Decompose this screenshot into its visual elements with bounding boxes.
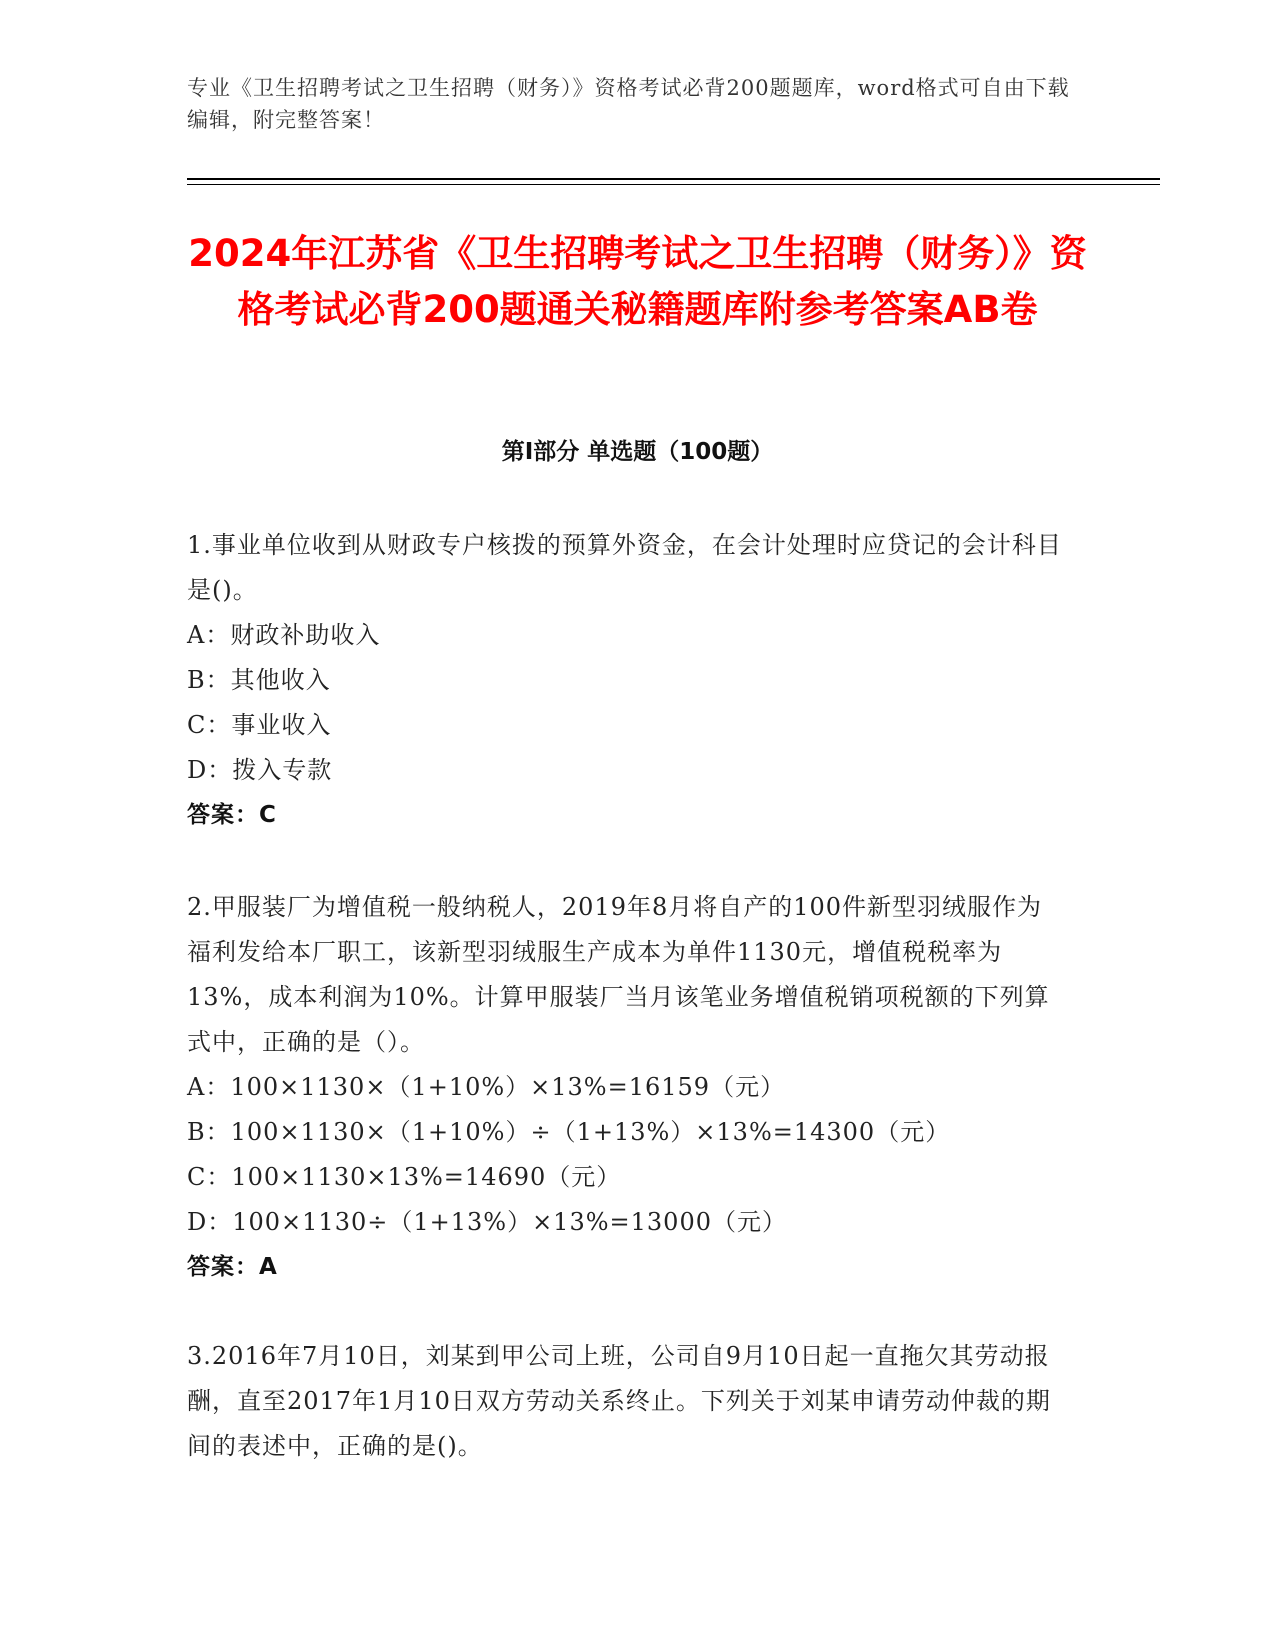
option-b: B：100×1130×（1+10%）÷（1+13%）×13%=14300（元） <box>187 1118 951 1146</box>
option-b: B：其他收入 <box>187 666 331 694</box>
option-c: C：100×1130×13%=14690（元） <box>187 1163 622 1191</box>
document-title: 2024年江苏省《卫生招聘考试之卫生招聘（财务）》资格考试必背200题通关秘籍题库附参考答案AB卷 <box>188 232 1087 331</box>
header-divider-thin <box>187 184 1160 185</box>
option-a: A：100×1130×（1+10%）×13%=16159（元） <box>187 1073 786 1101</box>
header-divider-thick <box>187 178 1160 180</box>
answer-label: 答案：A <box>187 1254 278 1280</box>
option-d: D：100×1130÷（1+13%）×13%=13000（元） <box>187 1208 787 1236</box>
question-1 <box>187 523 1067 838</box>
question-3 <box>187 1334 1067 1469</box>
question-stem: 3.2016年7月10日，刘某到甲公司上班，公司自9月10日起一直拖欠其劳动报酬，直至2017年1月10日双方劳动关系终止。下列关于刘某申请劳动仲裁的期间的表述中，正确的是()。 <box>187 1342 1051 1460</box>
question-2 <box>187 885 1067 1290</box>
section-title: 第Ⅰ部分 单选题（100题） <box>501 439 774 465</box>
answer-label: 答案：C <box>187 802 277 828</box>
question-stem: 2.甲服装厂为增值税一般纳税人，2019年8月将自产的100件新型羽绒服作为福利发给本厂职工，该新型羽绒服生产成本为单件1130元，增值税税率为13%，成本利润为10%。计算甲服装厂当月该笔业务增值税销项税额的下列算式中，正确的是（）。 <box>187 893 1050 1056</box>
option-c: C：事业收入 <box>187 711 332 739</box>
option-a: A：财政补助收入 <box>187 621 381 649</box>
question-stem: 1.事业单位收到从财政专户核拨的预算外资金，在会计处理时应贷记的会计科目是()。 <box>187 531 1062 604</box>
header-note: 专业《卫生招聘考试之卫生招聘（财务）》资格考试必背200题题库，word格式可自由下载编辑，附完整答案！ <box>187 76 1070 132</box>
option-d: D：拨入专款 <box>187 756 333 784</box>
